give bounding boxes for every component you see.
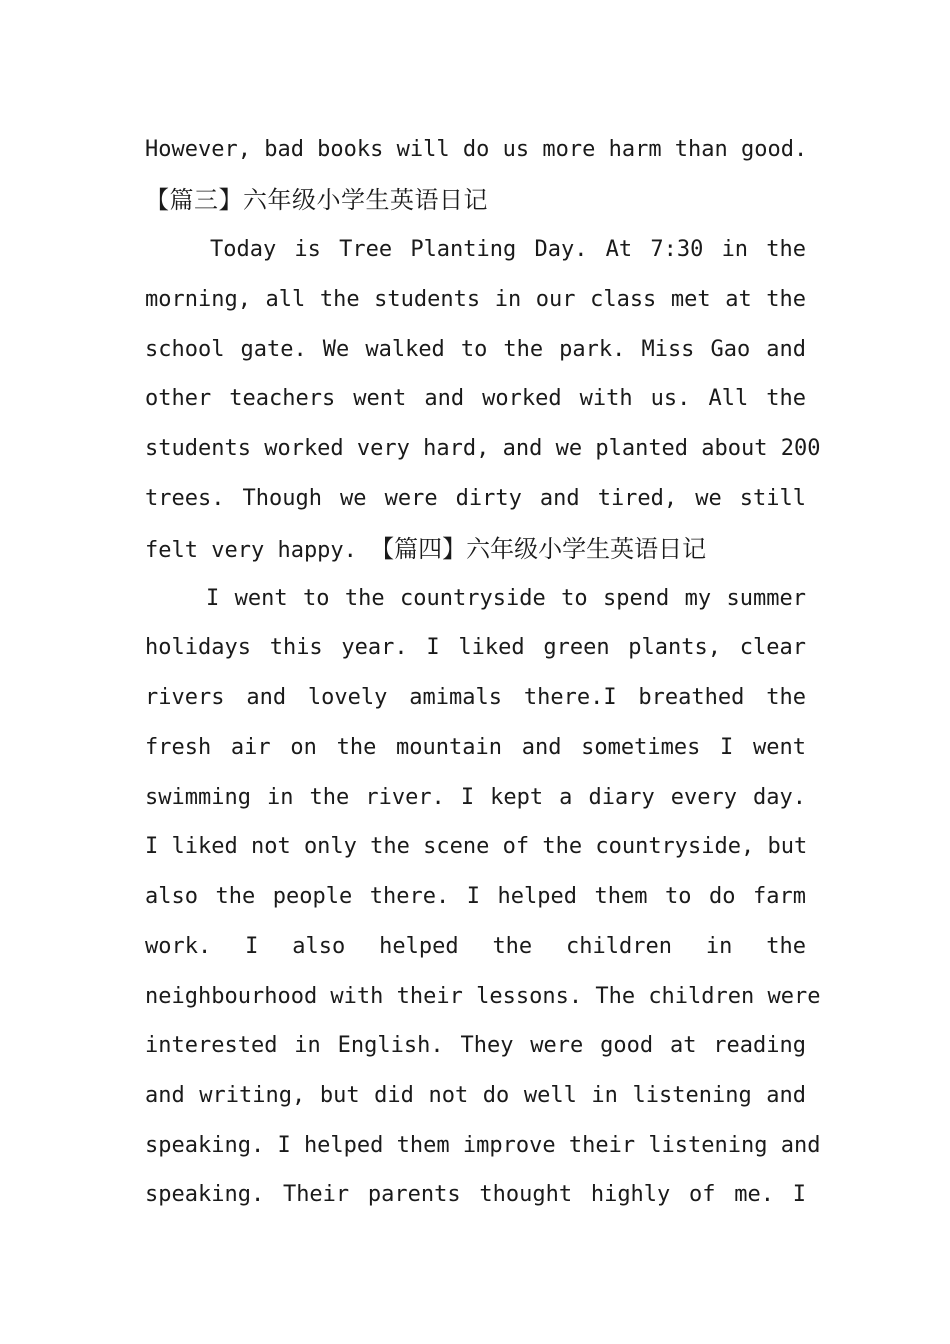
text-line: Today is Tree Planting Day. At 7:30 in the (210, 237, 806, 262)
text-line: rivers and lovely amimals there.I breathed the (145, 685, 806, 710)
text-line: other teachers went and worked with us. All the (145, 386, 806, 411)
text-line: However, bad books will do us more harm than good. (145, 137, 808, 162)
section-heading-4: 【篇四】六年级小学生英语日记 (370, 535, 707, 563)
text-line: and writing, but did not do well in listening and (145, 1083, 806, 1108)
text-line: fresh air on the mountain and sometimes I went (145, 735, 806, 760)
text-line: school gate. We walked to the park. Miss Gao and (145, 337, 806, 362)
section-heading-3: 【篇三】六年级小学生英语日记 (145, 186, 488, 214)
text-line: swimming in the river. I kept a diary every day. (145, 785, 806, 810)
text-line: neighbourhood with their lessons. The children were (145, 984, 821, 1009)
text-line: trees. Though we were dirty and tired, we still (145, 486, 806, 511)
text-line: morning, all the students in our class met at the (145, 287, 806, 312)
text-segment: felt very happy. (145, 538, 357, 563)
text-line: I went to the countryside to spend my summer (206, 586, 806, 611)
text-line: holidays this year. I liked green plants, clear (145, 635, 806, 660)
text-line: students worked very hard, and we planted about 200 (145, 436, 821, 461)
text-line-with-heading (145, 534, 806, 564)
text-line: speaking. I helped them improve their listening and (145, 1133, 821, 1158)
text-line: I liked not only the scene of the countryside, but (145, 834, 808, 859)
text-line: interested in English. They were good at reading (145, 1033, 806, 1058)
text-line: also the people there. I helped them to do farm (145, 884, 806, 909)
text-line: work. I also helped the children in the (145, 934, 806, 959)
text-line: speaking. Their parents thought highly of me. I (145, 1182, 806, 1207)
